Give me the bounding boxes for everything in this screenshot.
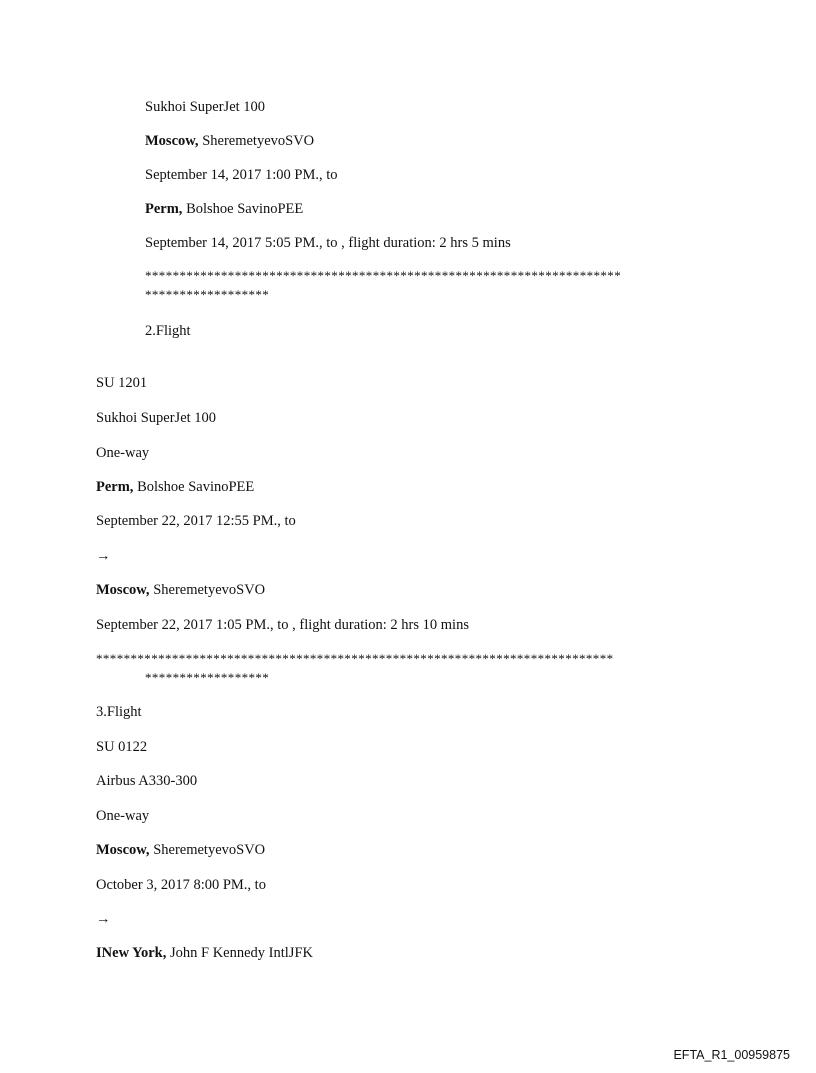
flight3-departure-airport: SheremetyevoSVO [149,842,266,858]
flight3-trip-type: One-way [96,808,150,824]
document-id: EFTA_R1_00959875 [673,1048,790,1062]
flight1-aircraft: Sukhoi SuperJet 100 [145,99,266,115]
separator-line: ****************** [145,287,270,302]
flight3-number: SU 0122 [96,739,148,755]
flight2-heading: 2.Flight [145,323,191,339]
flight2-departure [96,478,254,496]
flight3-arrival [96,944,313,962]
flight1-departure-time: September 14, 2017 1:00 PM., to [145,167,338,183]
flight2-number: SU 1201 [96,375,148,391]
flight2-arrival-city: Moscow, [96,582,150,598]
separator-line: *************************************************************************** [96,651,614,666]
flight3-aircraft: Airbus A330-300 [96,773,198,789]
flight2-arrival-time: September 22, 2017 1:05 PM., to , flight duration: 2 hrs 10 mins [96,617,469,633]
flight1-arrival-time: September 14, 2017 5:05 PM., to , flight duration: 2 hrs 5 mins [145,235,511,251]
flight3-departure-city: Moscow, [96,842,150,858]
flight3-departure [96,841,265,859]
flight3-arrival-city: New York, [101,945,167,961]
separator-line: ****************** [145,670,270,685]
flight3-departure-time: October 3, 2017 8:00 PM., to [96,877,266,893]
flight1-arrival-airport: Bolshoe SavinoPEE [182,201,304,217]
flight1-departure-airport: SheremetyevoSVO [198,133,315,149]
flight2-aircraft: Sukhoi SuperJet 100 [96,410,217,426]
flight1-arrival-city: Perm, [145,201,183,217]
flight1-arrival [145,200,303,218]
separator-line: ********************************************************************* [145,268,622,283]
arrow-right-icon: → [96,911,111,927]
flight3-arrival-airport: John F Kennedy IntlJFK [166,945,313,961]
flight2-departure-airport: Bolshoe SavinoPEE [133,479,255,495]
flight2-arrival [96,581,265,599]
arrow-right-icon: → [96,548,111,564]
flight1-departure [145,132,314,150]
flight3-arrival-prefix: I [96,945,102,961]
flight2-arrival-airport: SheremetyevoSVO [149,582,266,598]
flight2-departure-time: September 22, 2017 12:55 PM., to [96,513,296,529]
flight2-trip-type: One-way [96,445,150,461]
flight3-heading: 3.Flight [96,704,142,720]
flight1-departure-city: Moscow, [145,133,199,149]
flight2-departure-city: Perm, [96,479,134,495]
